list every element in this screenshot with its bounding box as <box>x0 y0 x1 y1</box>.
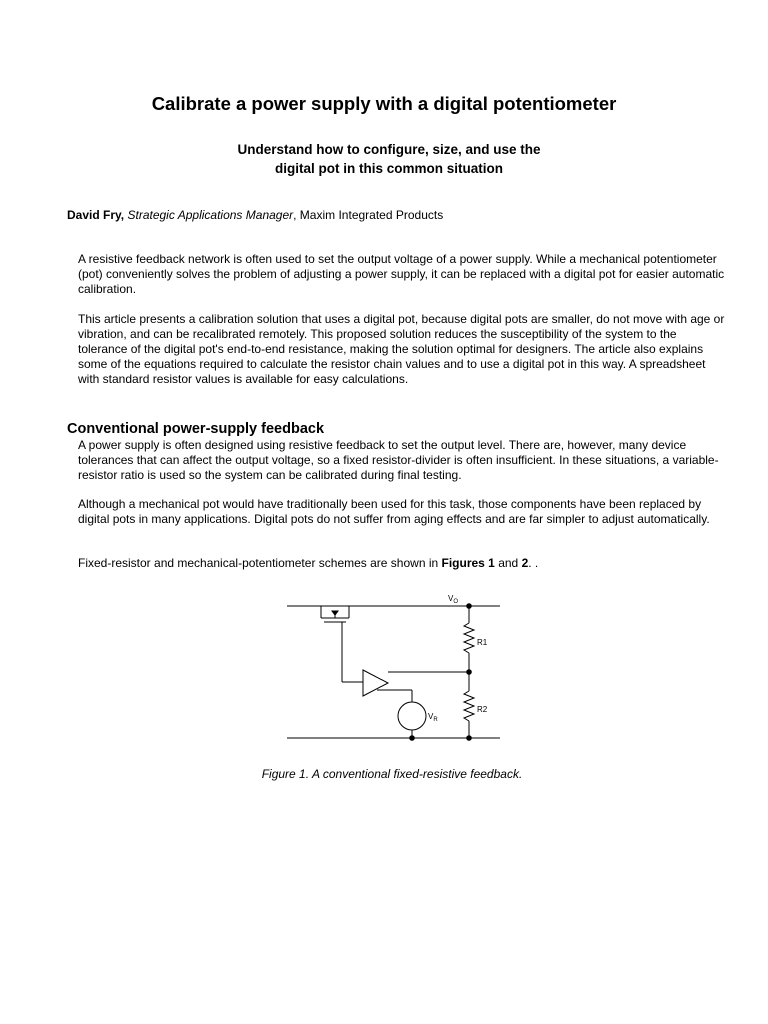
label-r1: R1 <box>477 638 488 647</box>
label-r2: R2 <box>477 705 488 714</box>
figure-2-ref: 2 <box>521 556 529 570</box>
op-amp-symbol <box>363 670 388 696</box>
figure-ref-text: Fixed-resistor and mechanical-potentiometer schemes are shown in <box>78 556 442 570</box>
junction-dot <box>409 735 415 741</box>
author-role: Strategic Applications Manager <box>127 208 294 222</box>
figure-ref-suffix: . . <box>528 556 539 570</box>
mosfet-symbol <box>321 606 363 682</box>
subtitle-line-2: digital pot in this common situation <box>275 161 503 176</box>
resistor-r1 <box>464 606 474 672</box>
figure-ref-and: and <box>494 556 522 570</box>
article-title: Calibrate a power supply with a digital potentiometer <box>151 93 617 114</box>
section-heading: Conventional power-supply feedback <box>67 421 325 437</box>
junction-dot <box>466 603 472 609</box>
reference-source-symbol <box>398 702 426 730</box>
intro-paragraph-1: A resistive feedback network is often used to set the output voltage of a power supply. While a mechanical potentiometer (pot) conveniently solves the problem of adjusting a power supply, it can be replaced with a digital pot for easier automatic calibration. <box>78 252 725 296</box>
subtitle-line-1: Understand how to configure, size, and use the <box>237 142 541 157</box>
intro-paragraph-2: This article presents a calibration solution that uses a digital pot, because digital pots are smaller, do not move with age or vibration, and can be recalibrated remotely. This proposed solution reduces the susceptibility of the system to the tolerance of the digital pot's end-to-end resistance, making the solution optimal for designers. The article also explains some of the equations required to calculate the resistor chain values and to use a digital pot in this way. A spreadsheet with standard resistor values is available for easy calculations. <box>78 312 725 386</box>
author-name: David Fry, <box>67 208 125 222</box>
article-subtitle <box>0 140 768 178</box>
figure-1-caption: Figure 1. A conventional fixed-resistive feedback. <box>261 767 523 781</box>
label-vo: $V_O$ <box>448 594 459 605</box>
junction-dot <box>466 735 472 741</box>
junction-dot <box>466 669 472 675</box>
author-byline <box>67 207 707 223</box>
figure-1-circuit-diagram <box>280 587 510 747</box>
section-paragraph-1: A power supply is often designed using resistive feedback to set the output level. There are, however, many device tolerances that can affect the output voltage, so a fixed resistor-divider is often insufficient. In these situations, a variable-resistor ratio is used so the system can be calibrated during final testing. <box>78 438 719 482</box>
author-company: , Maxim Integrated Products <box>293 208 444 222</box>
label-vr: $V_R$ <box>428 712 438 723</box>
figure-reference-paragraph <box>67 556 728 571</box>
figure-1-ref: Figures 1 <box>441 556 495 570</box>
section-paragraph-2: Although a mechanical pot would have traditionally been used for this task, those components have been replaced by digital pots in many applications. Digital pots do not suffer from aging effects and are far simpler to adjust automatically. <box>78 497 710 526</box>
resistor-r2 <box>464 672 474 738</box>
